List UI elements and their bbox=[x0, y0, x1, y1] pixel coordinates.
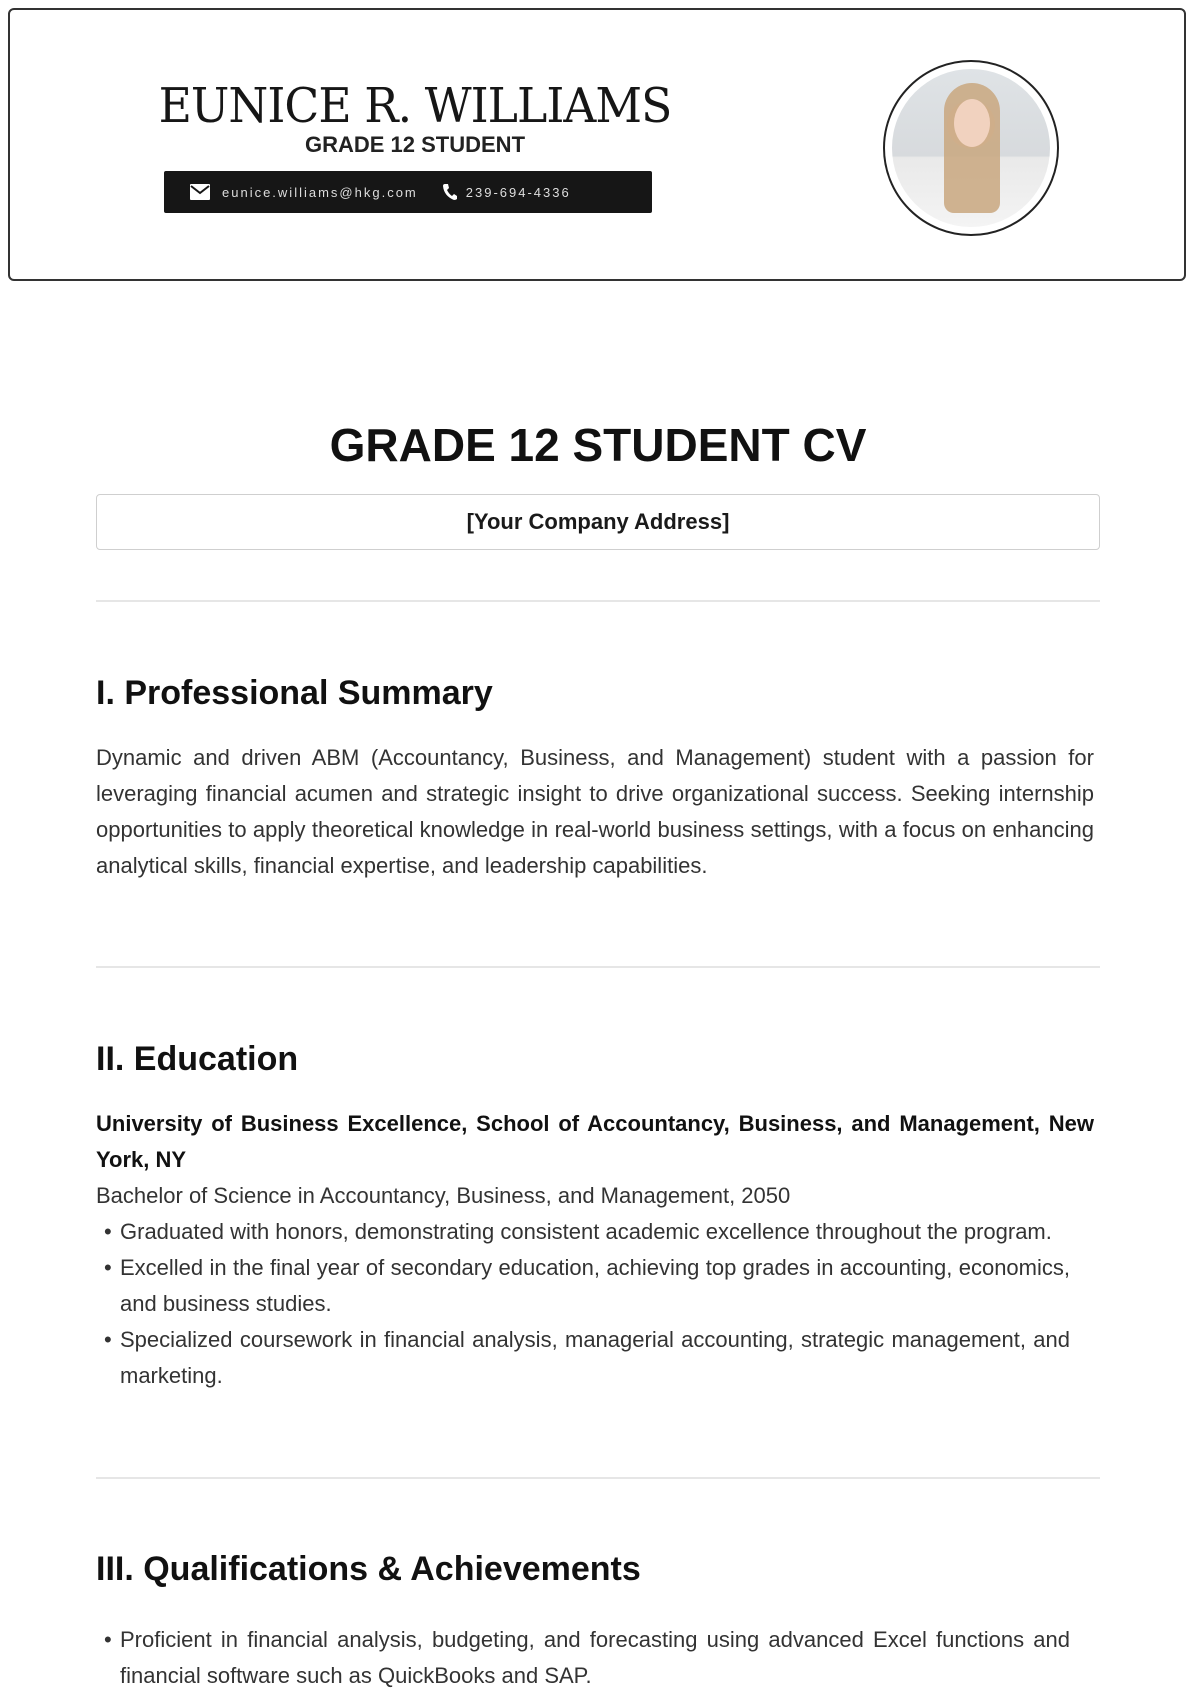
phone-icon bbox=[442, 183, 458, 201]
divider bbox=[96, 966, 1100, 968]
contact-bar bbox=[164, 171, 652, 213]
phone-text[interactable]: 239-694-4336 bbox=[465, 184, 571, 200]
candidate-role: GRADE 12 STUDENT bbox=[304, 132, 526, 157]
education-content bbox=[96, 1106, 1094, 1394]
cv-header bbox=[8, 8, 1186, 281]
list-item: • Specialized coursework in financial analysis, managerial accounting, strategic management, and marketing. bbox=[96, 1322, 1070, 1394]
divider bbox=[96, 1477, 1100, 1479]
company-address: [Your Company Address] bbox=[96, 494, 1100, 550]
list-item: • Graduated with honors, demonstrating consistent academic excellence throughout the program. bbox=[96, 1214, 1070, 1250]
document-title: GRADE 12 STUDENT CV bbox=[329, 419, 867, 471]
qualifications-heading: III. Qualifications & Achievements bbox=[96, 1550, 641, 1588]
profile-photo bbox=[883, 60, 1059, 236]
education-heading: II. Education bbox=[96, 1040, 299, 1078]
summary-heading: I. Professional Summary bbox=[96, 674, 493, 712]
qualifications-content bbox=[96, 1622, 1094, 1694]
degree: Bachelor of Science in Accountancy, Business, and Management, 2050 bbox=[96, 1183, 791, 1208]
email-text[interactable]: eunice.williams@hkg.com bbox=[222, 184, 418, 200]
list-item: • Excelled in the final year of secondary education, achieving top grades in accounting, economics, and business studies. bbox=[96, 1250, 1070, 1322]
list-item: • Proficient in financial analysis, budgeting, and forecasting using advanced Excel functions and financial software such as QuickBooks and SAP. bbox=[96, 1622, 1070, 1694]
divider bbox=[96, 600, 1100, 602]
envelope-icon bbox=[190, 184, 210, 200]
school-name: University of Business Excellence, School of Accountancy, Business, and Management, New York, NY bbox=[96, 1111, 1094, 1172]
candidate-name: EUNICE R. WILLIAMS bbox=[158, 78, 672, 134]
summary-text: Dynamic and driven ABM (Accountancy, Business, and Management) student with a passion for leveraging financial acumen and strategic insight to drive organizational success. Seeking internship opportunities to apply theoretical knowledge in real-world business settings, with a focus on enhancing analytical skills, financial expertise, and leadership capabilities. bbox=[96, 745, 1094, 878]
